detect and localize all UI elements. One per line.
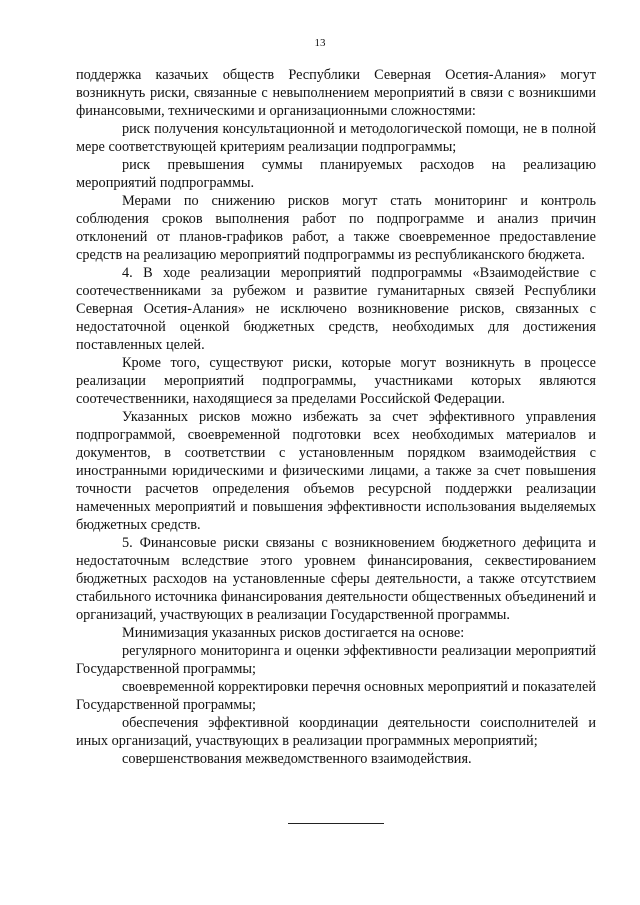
page-number: 13: [314, 37, 326, 49]
paragraph: обеспечения эффективной координации деятельности соисполнителей и иных организаций, участвующих в реализации программных мероприятий;: [76, 715, 596, 749]
paragraph: Мерами по снижению рисков могут стать мониторинг и контроль соблюдения сроков выполнения работ по подпрограмме и анализ причин отклонений от планов-графиков работ, а также своевременное предоставление средств на реализацию мероприятий подпрограммы из республиканского бюджета.: [76, 193, 596, 263]
paragraph: риск превышения суммы планируемых расходов на реализацию мероприятий подпрограммы.: [76, 157, 596, 191]
paragraph: своевременной корректировки перечня основных мероприятий и показателей Государственной программы;: [76, 679, 596, 713]
paragraph: совершенствования межведомственного взаимодействия.: [122, 751, 472, 767]
paragraph: Кроме того, существуют риски, которые могут возникнуть в процессе реализации мероприятий подпрограммы, участниками которых являются соотечественники, находящиеся за пределами Российской Федерации.: [76, 355, 596, 407]
paragraph: 4. В ходе реализации мероприятий подпрограммы «Взаимодействие с соотечественниками за рубежом и развитие гуманитарных связей Республики Северная Осетия-Алания» не исключено возникновение рисков, связанных с недостаточной оценкой бюджетных средств, необходимых для достижения поставленных целей.: [76, 265, 596, 353]
paragraph: Минимизация указанных рисков достигается на основе:: [122, 625, 465, 641]
paragraph: регулярного мониторинга и оценки эффективности реализации мероприятий Государственной программы;: [76, 643, 596, 677]
paragraph: риск получения консультационной и методологической помощи, не в полной мере соответствующей критериям реализации подпрограммы;: [76, 121, 596, 155]
paragraph: поддержка казачьих обществ Республики Северная Осетия-Алания» могут возникнуть риски, связанные с невыполнением мероприятий в связи с возникшими финансовыми, техническими и организационными сложностями:: [76, 67, 596, 119]
body-text: [76, 66, 596, 768]
paragraph: 5. Финансовые риски связаны с возникновением бюджетного дефицита и недостаточным вследствие этого уровнем финансирования, секвестированием бюджетных расходов на установленные сферы деятельности, а также отсутствием стабильного источника финансирования деятельности общественных объединений и организаций, участвующих в реализации Государственной программы.: [76, 535, 596, 623]
end-rule: [288, 823, 384, 824]
paragraph: Указанных рисков можно избежать за счет эффективного управления подпрограммой, своевременной подготовки всех необходимых материалов и документов, в соответствии с установленным порядком взаимодействия с иностранными юридическими и физическими лицами, а также за счет повышения точности расчетов определения объемов ресурсной поддержки реализации намеченных мероприятий и повышения эффективности использования выделяемых бюджетных средств.: [76, 409, 596, 533]
